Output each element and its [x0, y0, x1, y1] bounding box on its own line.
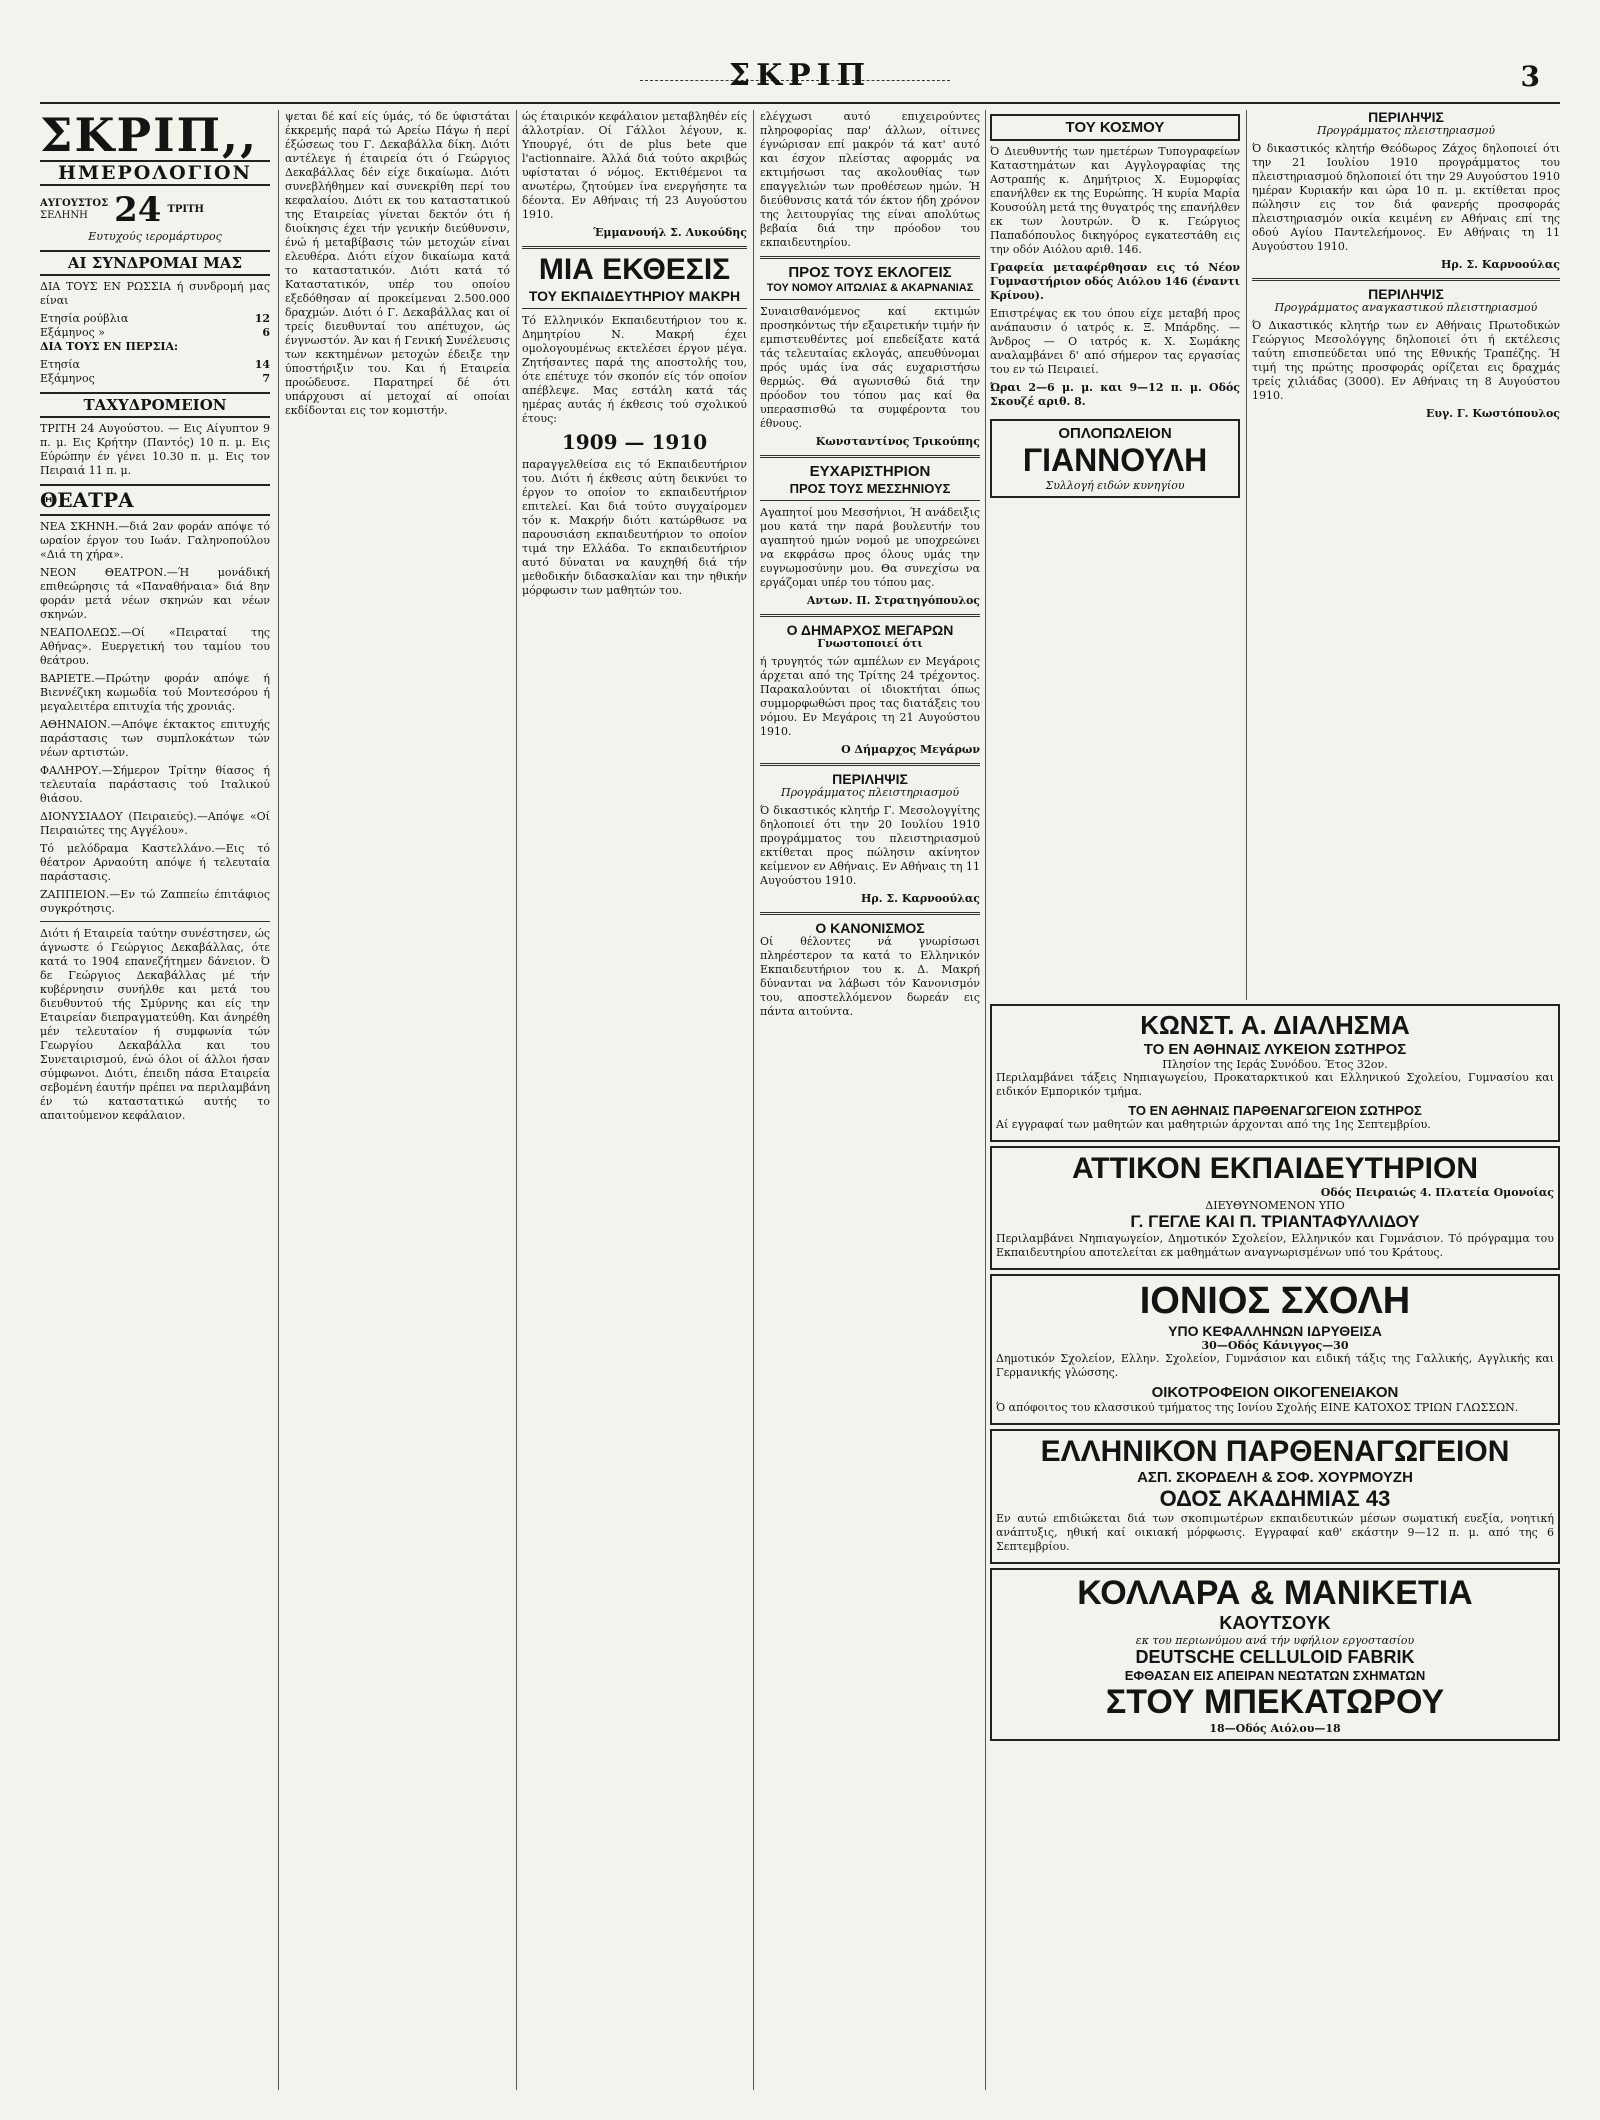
subscription-row: [40, 312, 270, 326]
column-divider: [753, 110, 754, 2090]
ad-lyceum-enrollment: Αί εγγραφαί των μαθητών και μαθητριών άρχονται από της 1ης Σεπτεμβρίου.: [996, 1118, 1431, 1131]
ad-attikon: [990, 1146, 1560, 1270]
summary-subheading: Προγράμματος πλειστηριασμού: [780, 786, 960, 799]
column-calendar: [40, 110, 270, 2090]
ad-collars-address: 18—Οδός Αιόλου—18: [1209, 1722, 1341, 1735]
column-article: [285, 110, 510, 2090]
ad-ionian-founded: ΥΠΟ ΚΕΦΑΛΛΗΝΩΝ ΙΔΡΥΘΕΙΣΑ: [1168, 1323, 1382, 1339]
election-heading: ΠΡΟΣ ΤΟΥΣ ΕΚΛΟΓΕΙΣ: [788, 264, 952, 281]
summary-signature: Ηρ. Σ. Καρνοούλας: [1441, 258, 1560, 271]
ad-girls-academy-owners: ΑΣΠ. ΣΚΟΡΔΕΛΗ & ΣΟΦ. ΧΟΥΡΜΟΥΖΗ: [1137, 1469, 1413, 1486]
school-text: ελέγχωσι αυτό επιχειρούντες πληροφορίας παρ' άλλων, οίτινες έγνώρισαν επί μακρόν τά κατ' αυτό και έσχον πλείστας αφορμάς να εκτιμήσωσι τας ακολουθίας των επαγγελιών των προθέσεων ημών. Ή διεύθυνσις κατά τόν έκτον ήδη χρόνον της λειτουργίας της είναι απολύτως βεβαία διά την πρόοδον του εκπαιδευτηρίου.: [760, 110, 980, 249]
paper-logo: ΣΚΡΙΠ,,: [40, 110, 259, 162]
election-subheading: ΤΟΥ ΝΟΜΟΥ ΑΙΤΩΛΙΑΣ & ΑΚΑΡΝΑΝΙΑΣ: [766, 282, 974, 294]
ad-attikon-directed: ΔΙΕΥΘΥΝΟΜΕΝΟΝ ΥΠΟ: [1205, 1199, 1345, 1212]
theatre-item: ΑΘΗΝΑΙΟΝ.—Απόψε έκτακτος επιτυχής παράστασις των συμπλοκάτων τών νέων αρτιστών.: [40, 718, 270, 759]
ad-girls-academy: [990, 1429, 1560, 1564]
ad-collars-arrived: ΕΦΘΑΣΑΝ ΕΙΣ ΑΠΕΙΡΑΝ ΝΕΩΤΑΤΩΝ ΣΧΗΜΑΤΩΝ: [1124, 1668, 1426, 1683]
column-divider: [278, 110, 279, 2090]
ad-collars-shop: ΣΤΟΥ ΜΠΕΚΑΤΩΡΟΥ: [1105, 1683, 1445, 1721]
gunshop-label: ΟΠΛΟΠΩΛΕΙΟΝ: [1058, 425, 1172, 442]
ad-girls-academy-text: Εν αυτώ επιδιώκεται διά των σκοπιμωτέρων εκπαιδευτικών μέσων σωματική ευεξία, νοητική ανάπτυξις, ηθική καί οικιακή μόρφωσις. Εγγραφαί καθ' εκάστην 9—12 π. μ. από της 6 Σεπτεμβρίου.: [996, 1512, 1554, 1553]
article-text: ψεται δέ καί είς ύμάς, τό δε ύφιστάται έκκρεμής παρά τώ Αρείω Πάγω ή περί έξώσεως του Γ. Δεκαβάλλα δίκη. Διότι αντέλεγε ή έταιρεία ότι ό Γεώργιος Δεκαβάλλας δέν είχε δικαίωμα. Διότι συνεβλήθημεν καί συνεκρίθη περί του κεφαλαίου. Διότι εκ του καταστατικού της Εταιρείας γίνεται δεκτόν ότι ή διοίκησις έχει τήν γενικήν διεύθυνσιν, ένώ ή μεταβίβασις τών μετοχών είναι ελευθέρα. Διότι είχον δικαίωμα κατά το καταστατικόν. Διότι κατά τό Καταστατικόν, υπέρ του οποίου εξεδόθησαν αί προκείμεναι 2.500.000 δραχμών. Διότι ό Γ. Δεκαβάλλας και οί τρείς διευθυνταί του απέτυχον, ώς ένγνωστόν. Άν και ή Γενική Συνέλευσις των κεκτημένων μετοχών έδειξε την ύποστήριξιν του. Και ή Εταιρεία προώδευσε. Παρατηρεί δέ ότι υπάρχουσι αί μετοχαί αί οποίαι εκδίδονται εις τον κομιστήν.: [285, 110, 510, 417]
gunshop-name: ΓΙΑΝΝΟΥΛΗ: [1022, 442, 1208, 478]
theatre-item: ΖΑΠΠΕΙΟΝ.—Εν τώ Ζαππείω έπιτάφιος συγκρότησις.: [40, 888, 270, 915]
theatre-item: ΒΑΡΙΕΤΕ.—Πρώτην φοράν απόψε ή Βιεννέζικη κωμωδία τού Μοντεσόρου ή μεγαλειτέρα επιτυχία τής χρονιάς.: [40, 672, 270, 713]
column-divider: [516, 110, 517, 2090]
moon-label: ΣΕΛΗΝΗ: [40, 210, 88, 221]
exhibit-text: Τό Ελληνικόν Εκπαιδευτήριον του κ. Δημητρίου Ν. Μακρή έχει ομολογουμένως εκτελέσει έργον μέγα. Ζητήσαντες παρά της αποστολής του, ότε επέτυχε τόν σκοπόν είς τόν οποίον απέβλεψε. Μας εστάλη κατά τάς ημέρας αυτάς ή έκθεσις τού σχολικού έτους:: [522, 314, 747, 425]
summary-text: Ό Δικαστικός κλητήρ των εν Αθήναις Πρωτοδικών Γεώργιος Μεσολόγγης δηλοποιεί ότι ή εκτέλεσις ταύτη επισπεύδεται υπό της Εθνικής Τραπέζης. Ή τιμή της πρώτης προσφοράς ορίζεται εις δραχμάς τρείς χιλιάδας (3000). Εν Αθήναις τη 8 Αυγούστου 1910.: [1252, 319, 1560, 402]
subscription-price: 6: [262, 326, 270, 339]
school-year: 1909 — 1910: [561, 430, 708, 454]
column-notices: [760, 110, 980, 2090]
weekday-label: ΤΡΙΤΗ: [167, 204, 204, 215]
subscriptions-persia: ΔΙΑ ΤΟΥΣ ΕΝ ΠΕΡΣΙΑ:: [40, 340, 179, 353]
page-number: 3: [1520, 60, 1540, 93]
thanks-signature: Αντων. Π. Στρατηγόπουλος: [806, 594, 980, 607]
subscription-label: Εξάμηνος »: [40, 326, 105, 339]
ad-attikon-name: ΑΤΤΙΚΟΝ ΕΚΠΑΙΔΕΥΤΗΡΙΟΝ: [1071, 1152, 1479, 1185]
subscription-row: [40, 358, 270, 372]
subscription-row: [40, 372, 270, 386]
ad-girls-school: ΤΟ ΕΝ ΑΘΗΝΑΙΣ ΠΑΡΘΕΝΑΓΩΓΕΙΟΝ ΣΩΤΗΡΟΣ: [1128, 1103, 1422, 1118]
ad-ionian-name: ΙΟΝΙΟΣ ΣΧΟΛΗ: [1139, 1280, 1411, 1322]
letter-text: ώς έταιρικόν κεφάλαιον μεταβληθέν είς άλλοτρίαν. Οί Γάλλοι λέγουν, κ. Υπουργέ, ότι de plus bete que l'actionnaire. Άλλά διά τούτο ακριβώς υφίσταται ό νόμος. Εκτιθέμενοι τα ανωτέρω, ζητούμεν ίνα ενεργήσητε τα δέοντα. Εν Αθήναις τή 23 Αυγούστου 1910.: [522, 110, 747, 221]
election-text: Συναισθανόμενος καί εκτιμών προσηκόντως τήν εξαιρετικήν τιμήν ήν εμπιστευθέντες μοί επεδείξατε κατά τάς τελευταίας εκλογάς, απευθύνομαι πρός υμάς ίνα σάς ευχαριστήσω θερμώς. Θά αγωνισθώ διά την πρόοδον του τόπου μας καί θα υπερασπισθώ τα συμφέροντα του έθνους.: [760, 305, 980, 430]
regulation-text: Οί θέλοντες νά γνωρίσωσι πληρέστερον τα κατά το Ελληνικόν Εκπαιδευτήριον του κ. Δ. Μακρή δύνανται να λάβωσι τόν Κανονισμόν του, αποστελλόμενον δωρεάν εις πάντα αιτούντα.: [760, 935, 980, 1018]
ad-collars-name: ΚΟΛΛΑΡΑ & ΜΑΝΙΚΕΤΙΑ: [1077, 1574, 1473, 1612]
date-block: [40, 190, 270, 230]
exhibit-text-continued: παραγγελθείσα εις τό Εκπαιδευτήριον του. Διότι ή έκθεσις αύτη δεικνύει το έργον το οποίον το εκπαιδευτήριον επιτελεί. Και διά τούτο συγχαίρομεν τόν κ. Μακρήν διότι κατώρθωσε να παρουσιάση εκπαιδευτήριον το οποίον τιμά την Ελλάδα. Το εκπαιδευτήριον αυτό δύναται να καυχηθή διά τήν μεθοδικήν διδασκαλίαν και την ηθικήν μόρφωσιν των μαθητών του.: [522, 458, 747, 597]
exhibit-heading: ΜΙΑ ΕΚΘΕΣΙΣ: [538, 253, 731, 286]
post-text: ΤΡΙΤΗ 24 Αυγούστου. — Εις Αίγυπτον 9 π. μ. Εις Κρήτην (Παντός) 10 π. μ. Εις Εύρώπην έν γένει 10.30 π. μ. Εις τον Πειραιά 11 π. μ.: [40, 422, 270, 477]
letter-signature: Έμμανουήλ Σ. Λυκούδης: [593, 226, 747, 239]
theatre-item: ΦΑΛΗΡΟΥ.—Σήμερον Τρίτην θίασος ή τελευταία παράστασις τού Ιταλικού θιάσου.: [40, 764, 270, 805]
ad-attikon-address: Οδός Πειραιώς 4. Πλατεία Ομονοίας: [1320, 1186, 1554, 1199]
masthead: [40, 58, 1560, 104]
thanks-subheading: ΠΡΟΣ ΤΟΥΣ ΜΕΣΣΗΝΙΟΥΣ: [789, 481, 951, 496]
new-offices-notice: Γραφεία μεταφέρθησαν εις τό Νέον Γυμναστήριον οδός Αιόλου 146 (έναντι Κρίνου).: [990, 261, 1240, 302]
summary-signature: Ηρ. Σ. Καρνοούλας: [861, 892, 980, 905]
calendar-heading: ΗΜΕΡΟΛΟΓΙΟΝ: [40, 160, 270, 186]
ad-attikon-directors: Γ. ΓΕΓΛΕ ΚΑΙ Π. ΤΡΙΑΝΤΑΦΥΛΛΙΔΟΥ: [1130, 1212, 1420, 1231]
theatre-item: Τό μελόδραμα Καστελλάνο.—Εις τό θέατρον Αρναούτη απόψε ή τελευταία παράστασις.: [40, 842, 270, 883]
thanks-heading: ΕΥΧΑΡΙΣΤΗΡΙΟΝ: [809, 463, 931, 480]
masthead-title: ΣΚΡΙΠ: [728, 58, 872, 93]
ad-ionian: [990, 1274, 1560, 1425]
column-exhibit: [522, 110, 747, 2090]
summary-signature: Ευγ. Γ. Κωστόπουλος: [1425, 407, 1560, 420]
ad-girls-academy-name: ΕΛΛΗΝΙΚΟΝ ΠΑΡΘΕΝΑΓΩΓΕΙΟΝ: [1040, 1435, 1510, 1468]
summary-subheading: Προγράμματος αναγκαστικού πλειστηριασμού: [1274, 301, 1538, 314]
month-label: ΑΥΓΟΥΣΤΟΣ: [40, 198, 109, 209]
mayor-subheading: Γνωστοποιεί ότι: [817, 637, 923, 650]
theatre-item: ΔΙΟΝΥΣΙΑΔΟΥ (Πειραιεύς).—Απόψε «Οί Πειραιώτες της Αγγέλου».: [40, 810, 270, 837]
subscriptions-heading: ΑΙ ΣΥΝΔΡΟΜΑΙ ΜΑΣ: [40, 250, 270, 276]
column-divider: [985, 110, 986, 2090]
thanks-text: Αγαπητοί μου Μεσσήνιοι, Ή ανάδειξις μου κατά την παρά βουλευτήν του αγαπητού ημών νομού με υποχρεώνει να εκφράσω προς όλους υμάς την ευγνωμοσύνην μου. Θα συνεχίσω να εργάζομαι υπέρ του τόπου μας.: [760, 506, 980, 589]
day-number: 24: [114, 190, 162, 230]
subscription-price: 14: [254, 358, 270, 371]
ad-girls-academy-address: ΟΔΟΣ ΑΚΑΔΗΜΙΑΣ 43: [1159, 1486, 1391, 1511]
ad-collars-factory: DEUTSCHE CELLULOID FABRIK: [1135, 1647, 1415, 1667]
ad-ionian-address: 30—Οδός Κάνιγγος—30: [1201, 1339, 1349, 1352]
ad-ionian-boarding: ΟΙΚΟΤΡΟΦΕΙΟΝ ΟΙΚΟΓΕΝΕΙΑΚΟΝ: [1151, 1384, 1399, 1401]
summary-heading: ΠΕΡΙΛΗΨΙΣ: [1368, 286, 1444, 302]
ad-collars-text: εκ του περιωνύμου ανά τήν υφήλιον εργοστασίου: [1135, 1634, 1415, 1647]
summary-text: Ό δικαστικός κλητήρ Γ. Μεσολογγίτης δηλοποιεί ότι την 20 Ιουλίου 1910 προγράμματος του πλειστηριασμού εκτίθεται προς πώλησιν ακίνητον κείμενον εν Αθήναις. Εν Αθήναις τη 11 Αυγούστου 1910.: [760, 804, 980, 887]
school-hours: Ώραι 2—6 μ. μ. και 9—12 π. μ. Οδός Σκουζέ αριθ. 8.: [990, 381, 1240, 408]
theatre-item: ΝΕΑΠΟΛΕΩΣ.—Οί «Πειραταί της Αθήνας». Ευεργετική του ταμίου του θεάτρου.: [40, 626, 270, 667]
summary-subheading: Προγράμματος πλειστηριασμού: [1316, 124, 1496, 137]
mayor-signature: Ο Δήμαρχος Μεγάρων: [841, 743, 980, 756]
advertisements: [990, 1000, 1560, 2090]
regulation-heading: Ο ΚΑΝΟΝΙΣΜΟΣ: [815, 920, 925, 936]
ad-ionian-text2: Ό απόφοιτος του κλασσικού τμήματος της Ιονίου Σχολής ΕΙΝΕ ΚΑΤΟΧΟΣ ΤΡΙΩΝ ΓΛΩΣΣΩΝ.: [996, 1401, 1519, 1414]
summary-heading: ΠΕΡΙΛΗΨΙΣ: [832, 771, 908, 787]
article-continued: Διότι ή Εταιρεία ταύτην συνέστησεν, ώς άγνωστε ό Γεώργιος Δεκαβάλλας, ότε κατά το 1904 επανεζήτημεν δάνειον. Ό δε Γεώργιος Δεκαβάλλας μέ τήν κυβέρνησιν συνήλθε και μετά του διευθυντού τής Σμύρνης και είς την Εταιρείαν διεπραγματεύθη. Και άνηρέθη μέν τελευταίον ή συμφωνία τών Γεωργίου Δεκαβάλλα και του Συνεταιρισμού, ένώ όλοι οί άλλοι ήσαν σύμφωνοι. Διότι, έπειδη πάσα Εταιρεία σεβομένη έαυτήν πρέπει να περιλαμβάνη έν τώ καταστατικώ αυτής το απαιτούμενον κεφάλαιον.: [40, 927, 270, 1122]
world-heading: ΤΟΥ ΚΟΣΜΟΥ: [990, 114, 1240, 141]
subscriptions-russia: ΔΙΑ ΤΟΥΣ ΕΝ ΡΩΣΣΙΑ ή συνδρομή μας είναι: [40, 280, 270, 307]
mayor-heading: Ο ΔΗΜΑΡΧΟΣ ΜΕΓΑΡΩΝ: [786, 622, 954, 638]
theatres-heading: ΘΕΑΤΡΑ: [40, 484, 270, 516]
exhibit-subheading: ΤΟΥ ΕΚΠΑΙΔΕΥΤΗΡΙΟΥ ΜΑΚΡΗ: [528, 288, 741, 304]
world-text: Ό Διευθυντής των ημετέρων Τυπογραφείων Καταστημάτων και Αγγλογραφίας της Αστραπής κ. Δημήτριος Χ. Ευμορφίας επανήλθεν εκ της Ευρώπης. Ή κυρία Μαρία Κουσούλη μετά της θυγατρός της επανήλθεν εκ των λουτρών. Ό κ. Γεώργιος Παπαδόπουλος δικηγόρος εγκατεστάθη εις την οδόν Αιόλου αριθ. 146.: [990, 145, 1240, 256]
ad-collars: [990, 1568, 1560, 1741]
theatre-item: ΝΕΑ ΣΚΗΝΗ.—διά 2αν φοράν απόψε τό ωραίον έργον του Ιωάν. Γαληνοπούλου «Διά τη χήρα».: [40, 520, 270, 561]
ad-lyceum: [990, 1004, 1560, 1142]
ad-ionian-text: Δημοτικόν Σχολείον, Ελλην. Σχολείον, Γυμνάσιον και ειδική τάξις της Γαλλικής, Αγγλικής και Γερμανικής γλώσσης.: [996, 1352, 1554, 1379]
mayor-text: ή τρυγητός τών αμπέλων εν Μεγάροις άρχεται από της Τρίτης 24 τρέχοντος. Παρακαλούνται οί ιδιοκτήται όπως συμμορφωθώσι προς τας διατάξεις του νόμου. Εν Μεγάροις τη 21 Αυγούστου 1910.: [760, 655, 980, 738]
summary-heading: ΠΕΡΙΛΗΨΙΣ: [1368, 110, 1444, 125]
gunshop-ad: [990, 419, 1240, 498]
ad-attikon-text: Περιλαμβάνει Νηπιαγωγείον, Δημοτικόν Σχολείον, Ελληνικόν και Γυμνάσιον. Τό πρόγραμμα του Εκπαιδευτηρίου αποτελείται εκ μαθημάτων αναγνωρισμένων υπό του Κράτους.: [996, 1232, 1554, 1259]
saint-of-day: Ευτυχούς ιερομάρτυρος: [88, 230, 222, 243]
subscription-label: Ετησία: [40, 358, 80, 371]
ad-lyceum-location: Πλησίον της Ιεράς Συνόδου. Έτος 32ον.: [1162, 1058, 1388, 1071]
ad-lyceum-text: Περιλαμβάνει τάξεις Νηπιαγωγείου, Προκαταρκτικού και Ελληνικού Σχολείου, Γυμνασίου και ειδικόν Εμπορικόν τμήμα.: [996, 1071, 1554, 1098]
ad-lyceum-name: ΤΟ ΕΝ ΑΘΗΝΑΙΣ ΛΥΚΕΙΟΝ ΣΩΤΗΡΟΣ: [1143, 1041, 1407, 1058]
subscription-row: [40, 326, 270, 340]
subscription-price: 7: [262, 372, 270, 385]
ad-lyceum-owner: ΚΩΝΣΤ. Α. ΔΙΑΛΗΣΜΑ: [1140, 1010, 1410, 1040]
subscription-label: Ετησία ρούβλια: [40, 312, 129, 325]
summary-text: Ό δικαστικός κλητήρ Θεόδωρος Ζάχος δηλοποιεί ότι την 21 Ιουλίου 1910 προγράμματος του πλειστηριασμού δηλοποιεί ότι την 29 Αυγούστου 1910 ημέραν Κυριακήν και ώρα 10 π. μ. εκτίθεται προς πώλησιν εις τον διά φανερής προσφοράς πλειστηριασμόν οικία κειμένη εν Αθήναις επί της οδού Αγίου Παντελεήμονος. Εν Αθήναις τη 11 Αυγούστου 1910.: [1252, 142, 1560, 253]
post-heading: ΤΑΧΥΔΡΟΜΕΙΟΝ: [40, 392, 270, 418]
gunshop-tagline: Συλλογή ειδών κυνηγίου: [1045, 479, 1185, 492]
subscription-price: 12: [254, 312, 270, 325]
ad-collars-material: ΚΑΟΥΤΣΟΥΚ: [1219, 1613, 1331, 1633]
theatre-item: ΝΕΟΝ ΘΕΑΤΡΟΝ.—Ή μονάδική επιθεώρησις τά «Παναθήναια» διά 8ην φοράν μετά νέων σκηνών και νέων σκηνών.: [40, 566, 270, 621]
subscription-label: Εξάμηνος: [40, 372, 95, 385]
election-signature: Κωνσταντίνος Τρικούπης: [815, 435, 980, 448]
doctor-notice: Επιστρέψας εκ του όπου είχε μεταβή προς ανάπαυσιν ό ιατρός κ. Ξ. Μπάρδης. — Άνδρος — Ο ιατρός κ. Χ. Σωμάκης αναλαμβάνει δ' από σήμερον τας εργασίας του εν τώ Πειραιεί.: [990, 307, 1240, 376]
